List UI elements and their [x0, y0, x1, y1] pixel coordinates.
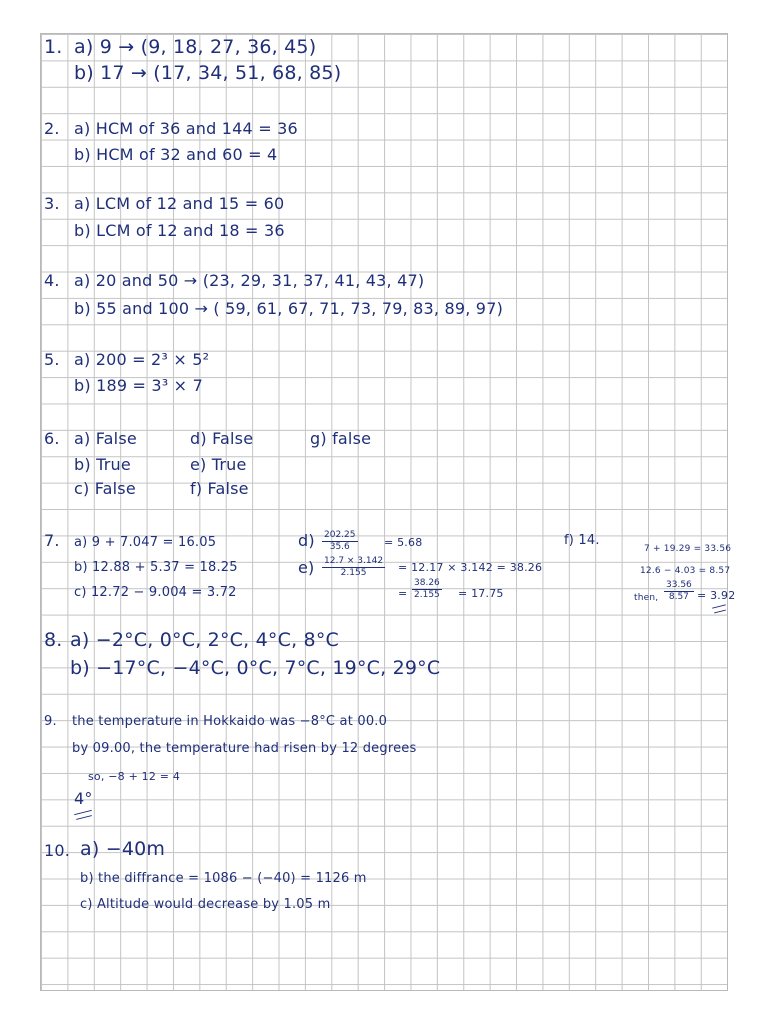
- q7-e-step2-denominator: 2.155: [414, 590, 440, 600]
- q7-f-then: then,: [634, 593, 659, 603]
- q7-answer-c: c) 12.72 − 9.004 = 3.72: [74, 585, 237, 600]
- q9-line1: the temperature in Hokkaido was −8°C at 00.0: [72, 714, 388, 729]
- q7-answer-b: b) 12.88 + 5.37 = 18.25: [74, 560, 238, 575]
- q7-answer-a: a) 9 + 7.047 = 16.05: [74, 535, 217, 550]
- q7-e-numerator: 12.7 × 3.142: [324, 556, 384, 566]
- q7-f-line1: 7 + 19.29 = 33.56: [644, 544, 732, 554]
- q6-answer-f: f) False: [190, 479, 249, 498]
- q6-answer-a: a) False: [74, 429, 137, 448]
- q7-e-denominator: 2.155: [340, 568, 367, 578]
- q3-answer-b: b) LCM of 12 and 18 = 36: [74, 221, 285, 240]
- q7-f-result: = 3.92: [697, 589, 736, 602]
- q7-f-label: f) 14.: [564, 533, 600, 548]
- q7-f-denominator: 8.57: [668, 592, 689, 602]
- q10-number: 10.: [44, 841, 71, 860]
- q5-answer-b: b) 189 = 3³ × 7: [74, 376, 203, 395]
- q4-answer-b: b) 55 and 100 → ( 59, 61, 67, 71, 73, 79, 83, 89, 97): [74, 299, 504, 318]
- q7-e-fraction: [322, 556, 385, 579]
- q7-f-fraction: [664, 580, 694, 603]
- q5-number: 5.: [44, 350, 60, 369]
- q7-e-step1: = 12.17 × 3.142 = 38.26: [398, 561, 543, 574]
- q6-number: 6.: [44, 429, 60, 448]
- q1-answer-a: a) 9 → (9, 18, 27, 36, 45): [74, 36, 317, 58]
- q7-d-fraction: [322, 530, 358, 553]
- q2-number: 2.: [44, 119, 60, 138]
- q9-line2: by 09.00, the temperature had risen by 12 degrees: [72, 741, 417, 756]
- q7-d-numerator: 202.25: [324, 530, 356, 540]
- q6-answer-c: c) False: [74, 479, 136, 498]
- q4-number: 4.: [44, 271, 60, 290]
- q7-d-result: = 5.68: [384, 536, 423, 549]
- q9-answer: 4°: [74, 789, 93, 808]
- q7-e-step2-fraction: [412, 578, 442, 601]
- q2-answer-b: b) HCM of 32 and 60 = 4: [74, 145, 278, 164]
- q2-answer-a: a) HCM of 36 and 144 = 36: [74, 119, 298, 138]
- q10-answer-c: c) Altitude would decrease by 1.05 m: [80, 897, 331, 912]
- q10-answer-a: a) −40m: [80, 838, 166, 860]
- q1-answer-b: b) 17 → (17, 34, 51, 68, 85): [74, 62, 342, 84]
- q7-d-denominator: 35.6: [329, 542, 350, 552]
- q6-answer-e: e) True: [190, 455, 247, 474]
- q3-number: 3.: [44, 194, 60, 213]
- q7-d-label: d): [298, 531, 315, 550]
- q7-e-step2-eq: =: [398, 587, 408, 600]
- q8-answer-a: a) −2°C, 0°C, 2°C, 4°C, 8°C: [70, 629, 340, 651]
- q4-answer-a: a) 20 and 50 → (23, 29, 31, 37, 41, 43, 47): [74, 271, 425, 290]
- q7-e-label: e): [298, 558, 315, 577]
- q10-answer-b: b) the diffrance = 1086 − (−40) = 1126 m: [80, 871, 367, 886]
- q6-answer-g: g) false: [310, 429, 372, 448]
- q8-answer-b: b) −17°C, −4°C, 0°C, 7°C, 19°C, 29°C: [70, 657, 441, 679]
- q7-number: 7.: [44, 531, 60, 550]
- q7-e-step2-numerator: 38.26: [414, 578, 440, 588]
- q3-answer-a: a) LCM of 12 and 15 = 60: [74, 194, 285, 213]
- q6-answer-b: b) True: [74, 455, 131, 474]
- q9-line3: so, −8 + 12 = 4: [88, 770, 181, 783]
- q5-answer-a: a) 200 = 2³ × 5²: [74, 350, 210, 369]
- q9-number: 9.: [44, 714, 57, 729]
- q6-answer-d: d) False: [190, 429, 254, 448]
- q1-number: 1.: [44, 36, 63, 58]
- q7-e-step2-result: = 17.75: [458, 587, 504, 600]
- q7-f-numerator: 33.56: [666, 580, 692, 590]
- q7-f-line2: 12.6 − 4.03 = 8.57: [640, 566, 731, 576]
- q8-number: 8.: [44, 629, 63, 651]
